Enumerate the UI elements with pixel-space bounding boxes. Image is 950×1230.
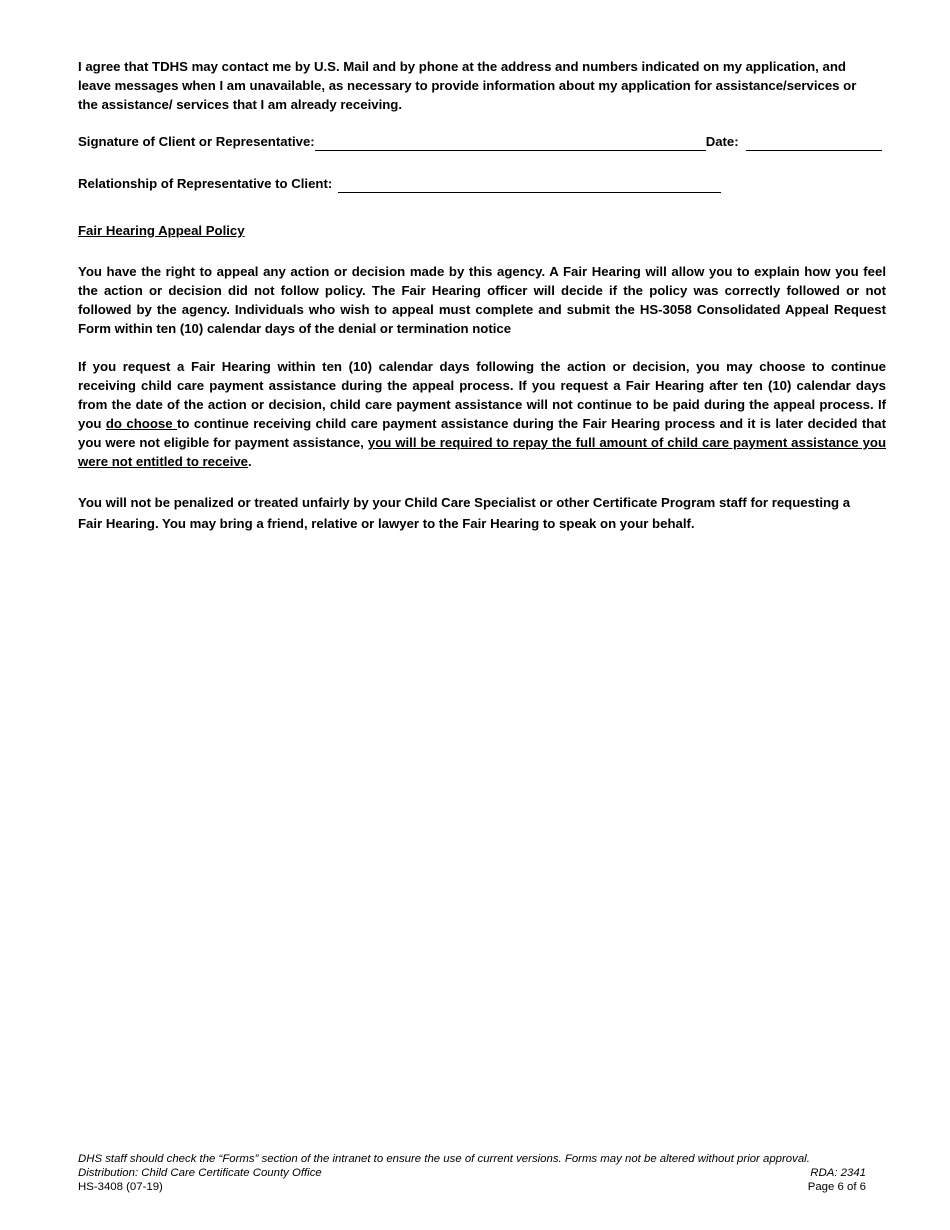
footer-rda: RDA: 2341	[810, 1167, 866, 1179]
policy-paragraph-2	[78, 357, 886, 471]
policy-heading	[78, 221, 886, 240]
footer-notice: DHS staff should check the “Forms” section of the intranet to ensure the use of current versions. Forms may not be altered without prior approval.	[78, 1153, 810, 1165]
page-footer	[78, 1152, 866, 1194]
signature-label: Signature of Client or Representative:	[78, 134, 315, 149]
signature-row	[78, 132, 908, 151]
policy-heading-text: Fair Hearing Appeal Policy	[78, 223, 245, 238]
policy-paragraph-3	[78, 492, 868, 534]
policy-paragraph-3-text: You will not be penalized or treated unfairly by your Child Care Specialist or other Certificate Program staff for requesting a Fair Hearing. You may bring a friend, relative or lawyer to the Fair Hearing to speak on your behalf.	[78, 495, 851, 531]
policy-paragraph-1-text: You have the right to appeal any action or decision made by this agency. A Fair Hearing will allow you to explain how you feel the action or decision did not follow policy. The Fair Hearing officer will decide if the policy was correctly followed or not followed by the agency. Individuals who wish to appeal must complete and submit the HS-3058 Consolidated Appeal Request Form within ten (10) calendar days of the denial or termination notice	[78, 264, 886, 336]
date-label: Date:	[705, 134, 739, 149]
footer-distribution: Distribution: Child Care Certificate County Office	[78, 1167, 322, 1179]
footer-form-number: HS-3408 (07-19)	[78, 1181, 163, 1193]
footer-page-number: Page 6 of 6	[807, 1181, 866, 1193]
footer-form-row	[78, 1180, 866, 1194]
consent-statement	[78, 57, 868, 114]
footer-distribution-row	[78, 1166, 866, 1180]
relationship-label: Relationship of Representative to Client:	[78, 176, 333, 191]
signature-line[interactable]	[315, 136, 706, 151]
policy-paragraph-2-text-a: If you request a Fair Hearing within ten (10) calendar days following the action or decision, you may choose to continue receiving child care payment assistance during the appeal process. If you request a Fair Hearing after ten (10) calendar days from the date of the action or decision, child care payment assistance will not continue to be paid during the appeal process. If you	[78, 359, 886, 431]
date-line[interactable]	[746, 136, 882, 151]
policy-paragraph-2-repay-warning: you will be required to repay the full amount of child care payment assistance you were not entitled to receive	[78, 435, 887, 469]
policy-paragraph-2-text-c: to continue receiving child care payment assistance during the Fair Hearing process and it is later decided that you were not eligible for payment assistance,	[78, 416, 887, 450]
relationship-line[interactable]	[338, 178, 721, 193]
relationship-row	[78, 174, 886, 193]
policy-paragraph-2-text-e: .	[248, 454, 252, 469]
consent-text: I agree that TDHS may contact me by U.S. Mail and by phone at the address and numbers indicated on my application, and leave messages when I am unavailable, as necessary to provide information about my application for assistance/services or the assistance/ services that I am already receiving.	[78, 59, 857, 112]
policy-paragraph-1	[78, 262, 886, 338]
policy-paragraph-2-emphasis: do choose	[105, 416, 177, 431]
